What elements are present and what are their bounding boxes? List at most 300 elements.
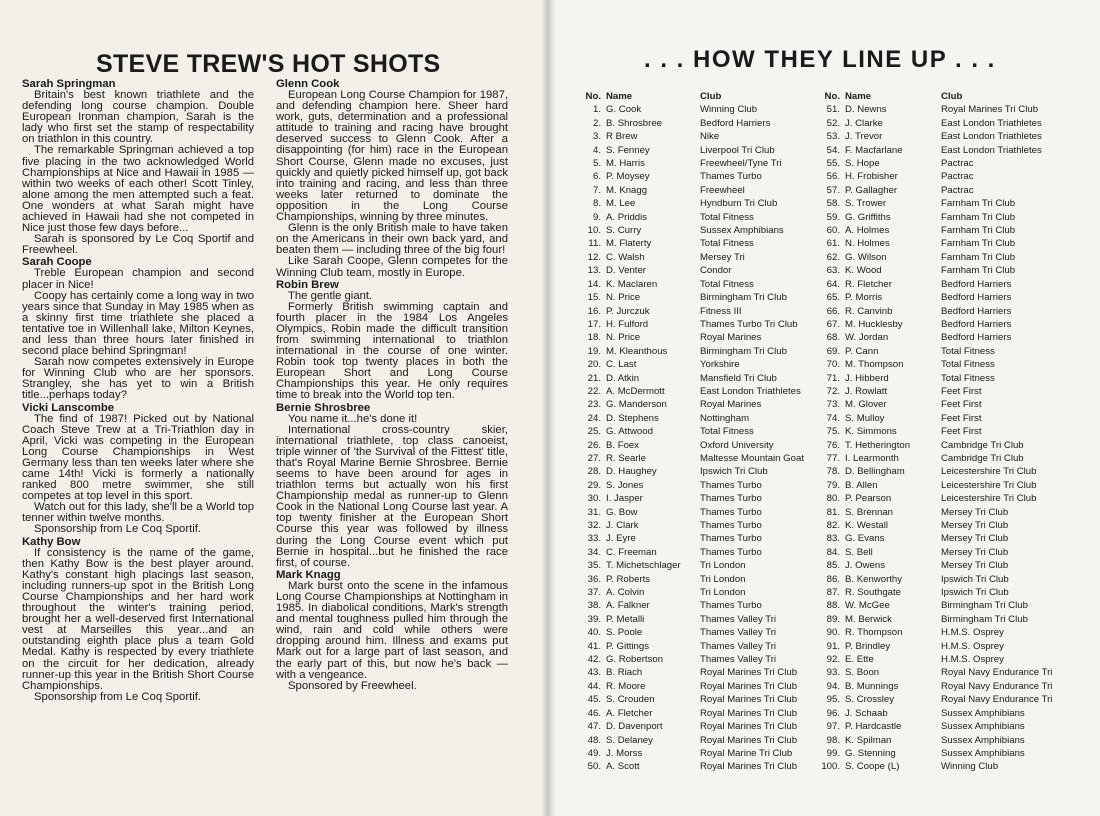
entry-club: Royal Marine Tri Club: [700, 747, 793, 759]
entry-name: R. Searle: [606, 452, 646, 464]
lineup-row: [579, 398, 818, 411]
entry-name: P. Gallagher: [845, 184, 898, 196]
entry-number: 26.: [587, 439, 601, 451]
lineup-row: [579, 465, 818, 478]
athlete-profile-paragraph: Sponsored by Freewheel.: [288, 679, 417, 692]
entry-club: Bedford Harriers: [941, 318, 1012, 330]
entry-name: S. Jones: [606, 479, 644, 491]
entry-club: Birmingham Tri Club: [941, 600, 1028, 612]
entry-number: 96.: [826, 707, 840, 719]
entry-number: 52.: [826, 117, 840, 129]
entry-number: 25.: [587, 426, 601, 438]
athlete-profile-paragraph: You name it...he's done it!: [288, 412, 418, 425]
entry-club: Thames Turbo: [700, 479, 762, 491]
lineup-row: [579, 680, 818, 693]
entry-club: Bedford Harriers: [941, 305, 1012, 317]
entry-name: A. Priddis: [606, 211, 648, 223]
entry-club: Nottingham: [700, 412, 750, 424]
entry-number: 53.: [826, 131, 840, 143]
entry-name: I. Learmonth: [845, 452, 899, 464]
athlete-profile-paragraph: If consistency is the name of the game, then Kathy Bow is the best player around. Kathy's constant high placings last season, including runners-up spot in the British Long Course Championships and her hard work throughout the winter's training period, brought her a well-deserved first International vest at Marseilles this year...and an outstanding eighth place plus a team Gold Medal. Kathy is respected by every triathlete on the circuit for her dedication, already runner-up this year in the British Short Course Championships.: [22, 546, 254, 692]
entry-name: A. Colvin: [606, 587, 645, 599]
lineup-row: [579, 103, 818, 116]
entry-name: H. Fulford: [606, 318, 649, 330]
entry-number: 81.: [826, 506, 840, 518]
lineup-row: [818, 760, 1063, 773]
entry-number: 12.: [587, 251, 601, 263]
lineup-row: [579, 117, 818, 130]
entry-club: Feet First: [941, 399, 982, 411]
entry-number: 79.: [826, 479, 840, 491]
lineup-row: [818, 130, 1063, 143]
entry-number: 70.: [826, 359, 840, 371]
entry-number: 62.: [826, 251, 840, 263]
entry-club: Total Fitness: [700, 238, 754, 250]
lineup-row: [818, 237, 1063, 250]
entry-club: Royal Marines Tri Club: [700, 761, 798, 773]
lineup-row: [579, 599, 818, 612]
entry-name: T. Hetherington: [845, 439, 911, 451]
entry-name: S. Coope (L): [845, 761, 900, 773]
entry-name: P. Gittings: [606, 640, 650, 652]
entry-number: 89.: [826, 613, 840, 625]
entry-name: T. Michetschlager: [606, 560, 681, 572]
entry-name: R Brew: [606, 131, 638, 143]
entry-number: 59.: [826, 211, 840, 223]
entry-number: 74.: [826, 412, 840, 424]
header-name: Name: [606, 91, 633, 102]
entry-name: D. Venter: [606, 265, 646, 277]
entry-club: Bedford Harriers: [700, 117, 771, 129]
entry-club: Mersey Tri: [700, 251, 745, 263]
athlete-profile-paragraph: Formerly British swimming captain and fourth placer in the 1984 Los Angeles Olympics, Robin made the difficult transition from swimming international to triathlon international in the course of one winter. Robin took top twenty places in both the European Short and Long Course Championships this year. He only requires time to break into the World top ten.: [276, 300, 508, 402]
header-no: No.: [824, 91, 840, 102]
entry-name: S. Mulloy: [845, 412, 885, 424]
entry-name: K. Wood: [845, 265, 882, 277]
entry-club: Mansfield Tri Club: [700, 372, 777, 384]
entry-club: Sussex Amphibians: [941, 721, 1025, 733]
entry-number: 73.: [826, 399, 840, 411]
lineup-row: [818, 157, 1063, 170]
entry-number: 93.: [826, 667, 840, 679]
entry-number: 13.: [587, 265, 601, 277]
entry-name: F. Macfarlane: [845, 144, 903, 156]
lineup-row: [579, 264, 818, 277]
lineup-row: [818, 720, 1063, 733]
lineup-row: [818, 318, 1063, 331]
entry-number: 9.: [592, 211, 601, 223]
entry-club: Total Fitness: [700, 211, 754, 223]
entry-club: East London Triathletes: [700, 385, 801, 397]
entry-number: 87.: [826, 587, 840, 599]
entry-club: H.M.S. Osprey: [941, 627, 1004, 639]
athlete-profile-paragraph: Treble European champion and second placer in Nice!: [22, 267, 254, 291]
entry-club: Royal Navy Endurance Tri: [941, 694, 1053, 706]
entry-club: East London Triathletes: [941, 144, 1042, 156]
entry-club: Royal Marines Tri Club: [700, 667, 798, 679]
entry-number: 3.: [592, 131, 601, 143]
entry-name: A. Holmes: [845, 225, 890, 237]
athlete-profile-paragraph: Watch out for this lady, she'll be a World top tenner within twelve months.: [22, 501, 254, 525]
entry-number: 6.: [592, 171, 601, 183]
entry-number: 41.: [587, 640, 601, 652]
entry-number: 7.: [592, 184, 601, 196]
lineup-row: [818, 586, 1063, 599]
entry-number: 8.: [592, 198, 601, 210]
entry-name: P. Brindley: [845, 640, 891, 652]
entry-number: 47.: [587, 721, 601, 733]
lineup-row: [579, 653, 818, 666]
lineup-row: [579, 479, 818, 492]
page-gutter: [541, 0, 555, 816]
entry-name: A. Scott: [606, 761, 640, 773]
lineup-row: [579, 211, 818, 224]
lineup-row: [579, 331, 818, 344]
entry-number: 48.: [587, 734, 601, 746]
lineup-row: [818, 372, 1063, 385]
lineup-row: [579, 385, 818, 398]
entry-number: 40.: [587, 627, 601, 639]
entry-name: J. Trevor: [845, 131, 883, 143]
entry-number: 17.: [587, 318, 601, 330]
entry-name: R. Southgate: [845, 587, 902, 599]
entry-club: Bedford Harriers: [941, 278, 1012, 290]
entry-name: G. Wilson: [845, 251, 887, 263]
athlete-profile-paragraph: Like Sarah Coope, Glenn competes for the Winning Club team, mostly in Europe.: [276, 255, 508, 279]
lineup-row: [818, 358, 1063, 371]
entry-number: 1.: [592, 104, 601, 116]
lineup-row: [818, 170, 1063, 183]
entry-number: 68.: [826, 332, 840, 344]
lineup-row: [818, 117, 1063, 130]
lineup-table-1-50: [579, 90, 818, 774]
athlete-name-heading: Sarah Springman: [22, 78, 116, 90]
lineup-header-row: [579, 90, 818, 103]
entry-number: 55.: [826, 158, 840, 170]
entry-name: D. Haughey: [606, 466, 657, 478]
entry-name: K. Westall: [845, 520, 889, 531]
athlete-profile-paragraph: Sarah is sponsored by Le Coq Sportif and Freewheel.: [22, 233, 254, 257]
entry-number: 76.: [826, 439, 840, 451]
lineup-row: [818, 264, 1063, 277]
entry-number: 69.: [826, 345, 840, 357]
entry-number: 37.: [587, 587, 601, 599]
entry-number: 84.: [826, 546, 840, 558]
entry-name: C. Freeman: [606, 546, 657, 558]
entry-club: Farnham Tri Club: [941, 251, 1016, 263]
entry-number: 88.: [826, 600, 840, 612]
lineup-row: [818, 626, 1063, 639]
lineup-row: [579, 197, 818, 210]
hot-shots-title: STEVE TREW'S HOT SHOTS: [96, 50, 441, 78]
entry-club: Sussex Amphibians: [941, 707, 1025, 719]
entry-club: Winning Club: [700, 104, 758, 116]
entry-club: Thames Turbo: [700, 171, 762, 183]
entry-name: J. Morss: [606, 747, 643, 759]
entry-number: 57.: [826, 184, 840, 196]
entry-club: Thames Turbo: [700, 546, 762, 558]
entry-name: K. Spilman: [845, 734, 892, 746]
lineup-row: [579, 130, 818, 143]
lineup-row: [579, 345, 818, 358]
entry-name: S. Fenney: [606, 144, 650, 156]
lineup-row: [579, 532, 818, 545]
lineup-row: [818, 599, 1063, 612]
entry-club: Condor: [700, 265, 732, 277]
entry-number: 56.: [826, 171, 840, 183]
entry-name: J. Eyre: [606, 533, 636, 545]
entry-name: G. Evans: [845, 533, 885, 545]
entry-club: Thames Turbo: [700, 506, 762, 518]
entry-name: S. Trower: [845, 198, 887, 210]
athlete-profile-paragraph: The find of 1987! Picked out by National Coach Steve Trew at a Tri-Triathlon day in April, Vicki was competing in the European Long Course Championships in West Germany less than ten weeks later where she came 14th! Vicki is formerly a nationally ranked 800 metre swimmer, she still competes at top level in this sport.: [22, 412, 254, 503]
entry-club: Tri London: [700, 573, 746, 585]
athlete-profile-paragraph: European Long Course Champion for 1987, and defending champion here. Sheer hard work, guts, determination and a professional attitude to training and racing have brought deserved success to Glenn Cook. After a disappointing (for him) race in the European Short Course, Glenn made no excuses, just quickly and quietly picked himself up, got back into training and racing, and less than three weeks later returned to dominate the opposition in the Long Course Championships, winning by three minutes.: [276, 89, 508, 224]
entry-number: 49.: [587, 747, 601, 759]
entry-number: 65.: [826, 292, 840, 304]
profiles-column-2: [276, 78, 508, 692]
entry-name: C. Last: [606, 359, 637, 371]
profiles-column-1: [22, 78, 254, 703]
entry-name: D. Davenport: [606, 721, 663, 733]
entry-name: M. Harris: [606, 158, 645, 170]
entry-number: 50.: [587, 761, 601, 773]
lineup-row: [818, 666, 1063, 679]
entry-club: Thames Turbo: [700, 493, 762, 505]
entry-club: Royal Marines Tri Club: [700, 734, 798, 746]
entry-club: Total Fitness: [941, 345, 995, 357]
entry-name: I. Jasper: [606, 493, 643, 505]
entry-number: 91.: [826, 640, 840, 652]
entry-club: Leicestershire Tri Club: [941, 466, 1037, 478]
lineup-row: [818, 747, 1063, 760]
lineup-row: [579, 707, 818, 720]
entry-name: K. Maclaren: [606, 278, 658, 290]
entry-club: Thames Turbo: [700, 520, 762, 531]
lineup-row: [818, 653, 1063, 666]
lineup-row: [818, 519, 1063, 532]
entry-name: S. Crossley: [845, 694, 895, 706]
entry-name: R. Fletcher: [845, 278, 892, 290]
entry-club: Feet First: [941, 385, 982, 397]
lineup-row: [579, 224, 818, 237]
lineup-row: [818, 305, 1063, 318]
entry-club: Tri London: [700, 560, 746, 572]
entry-club: Royal Navy Endurance Tri: [941, 667, 1053, 679]
lineup-row: [579, 170, 818, 183]
lineup-row: [818, 425, 1063, 438]
entry-name: P. Hardcastle: [845, 721, 902, 733]
lineup-row: [818, 439, 1063, 452]
lineup-row: [818, 291, 1063, 304]
entry-club: Total Fitness: [700, 426, 754, 438]
entry-name: G. Cook: [606, 104, 642, 116]
entry-number: 20.: [587, 359, 601, 371]
lineup-row: [818, 224, 1063, 237]
lineup-row: [818, 211, 1063, 224]
lineup-row: [818, 345, 1063, 358]
entry-number: 32.: [587, 520, 601, 531]
entry-club: Leicestershire Tri Club: [941, 479, 1037, 491]
entry-number: 86.: [826, 573, 840, 585]
entry-club: Birmingham Tri Club: [941, 613, 1028, 625]
entry-club: Liverpool Tri Club: [700, 144, 775, 156]
lineup-row: [579, 573, 818, 586]
entry-number: 63.: [826, 265, 840, 277]
entry-club: Mersey Tri Club: [941, 533, 1009, 545]
entry-club: Nike: [700, 131, 720, 143]
athlete-profile-paragraph: Coopy has certainly come a long way in two years since that Sunday in May 1985 when as a skinny first time triathlete she placed a tentative toe in Willenhall lake, Milton Keynes, and less than three hours later finished in second place behind Springman!: [22, 289, 254, 358]
entry-number: 38.: [587, 600, 601, 612]
entry-club: Thames Valley Tri: [700, 613, 777, 625]
entry-name: J. Clark: [606, 520, 639, 531]
entry-name: J. Owens: [845, 560, 885, 572]
entry-club: Feet First: [941, 426, 982, 438]
lineup-row: [579, 734, 818, 747]
entry-club: Royal Marines: [700, 399, 762, 411]
athlete-profile-paragraph: The remarkable Springman achieved a top five placing in the two acknowledged World Championships at Nice and Hawaii in 1985 — within two weeks of each other! Scott Tinley, alone among the men attempted such a feat. One wonders at what Sarah might have achieved in Hawaii had she not competed in Nice just those few days before...: [22, 144, 254, 235]
entry-number: 23.: [587, 399, 601, 411]
entry-name: J. Schaab: [845, 707, 888, 719]
entry-name: M. Hucklesby: [845, 318, 903, 330]
entry-number: 46.: [587, 707, 601, 719]
entry-name: P. Cann: [845, 345, 879, 357]
entry-name: A. Falkner: [606, 600, 650, 612]
entry-club: Thames Valley Tri: [700, 627, 777, 639]
entry-number: 60.: [826, 225, 840, 237]
athlete-profile-paragraph: Sponsorship from Le Coq Sportif.: [34, 690, 202, 703]
lineup-row: [818, 465, 1063, 478]
entry-club: Bedford Harriers: [941, 332, 1012, 344]
entry-number: 51.: [826, 104, 840, 116]
lineup-row: [579, 626, 818, 639]
entry-number: 72.: [826, 385, 840, 397]
lineup-row: [579, 693, 818, 706]
athlete-name-heading: Mark Knagg: [276, 568, 341, 581]
entry-number: 45.: [587, 694, 601, 706]
entry-name: K. Simmons: [845, 426, 897, 438]
entry-name: S. Hope: [845, 158, 880, 170]
lineup-row: [818, 103, 1063, 116]
entry-name: D. Atkin: [606, 372, 640, 384]
entry-club: Ipswich Tri Club: [941, 587, 1009, 599]
entry-club: Mersey Tri Club: [941, 546, 1009, 558]
entry-club: Farnham Tri Club: [941, 265, 1016, 277]
lineup-table-51-100: [818, 90, 1063, 774]
entry-number: 36.: [587, 573, 601, 585]
entry-number: 14.: [587, 278, 601, 290]
entry-name: P. Pearson: [845, 493, 892, 505]
entry-club: Thames Turbo: [700, 533, 762, 545]
header-club: Club: [700, 91, 722, 102]
lineup-row: [579, 546, 818, 559]
entry-name: B. Kenworthy: [845, 573, 903, 585]
athlete-profile-paragraph: Glenn is the only British male to have taken on the Americans in their own back yard, and beaten them — including three of the big four!: [276, 222, 508, 257]
entry-number: 71.: [826, 372, 840, 384]
athlete-profile-paragraph: Britain's best known triathlete and the defending long course champion. Double European Ironman champion, Sarah is the lady who first set the stamp of respectability on triathlon in this country.: [22, 89, 254, 146]
lineup-row: [579, 666, 818, 679]
entry-number: 30.: [587, 493, 601, 505]
entry-club: Royal Marines Tri Club: [941, 104, 1039, 116]
entry-club: H.M.S. Osprey: [941, 640, 1004, 652]
header-no: No.: [585, 91, 601, 102]
entry-name: S. Curry: [606, 225, 642, 237]
entry-club: Mersey Tri Club: [941, 520, 1009, 531]
athlete-profile-paragraph: The gentle giant.: [288, 289, 373, 302]
entry-number: 16.: [587, 305, 601, 317]
entry-name: G. Stenning: [845, 747, 896, 759]
entry-club: Royal Marines Tri Club: [700, 680, 798, 692]
entry-number: 83.: [826, 533, 840, 545]
entry-club: Birmingham Tri Club: [700, 345, 787, 357]
athlete-profile-paragraph: Sponsorship from Le Coq Sportif.: [34, 523, 202, 536]
entry-name: J. Hibberd: [845, 372, 889, 384]
lineup-row: [579, 372, 818, 385]
entry-name: A. Fletcher: [606, 707, 653, 719]
entry-number: 66.: [826, 305, 840, 317]
entry-number: 78.: [826, 466, 840, 478]
athlete-name-heading: Bernie Shrosbree: [276, 401, 371, 414]
entry-number: 43.: [587, 667, 601, 679]
lineup-row: [818, 640, 1063, 653]
entry-number: 58.: [826, 198, 840, 210]
entry-number: 82.: [826, 520, 840, 531]
entry-name: C. Walsh: [606, 251, 645, 263]
lineup-row: [579, 720, 818, 733]
lineup-row: [818, 707, 1063, 720]
entry-club: Farnham Tri Club: [941, 211, 1016, 223]
lineup-row: [579, 519, 818, 532]
lineup-row: [818, 613, 1063, 626]
entry-name: G. Bow: [606, 506, 638, 518]
athlete-profile-paragraph: International cross-country skier, international triathlete, top class canoeist, triple winner of 'the Survival of the Fittest' title, that's Royal Marine Bernie Shrosbree. Bernie seems to have been around for ages in triathlon terms but actually won his first Championship medal as runner-up to Glenn Cook in the National Long Course last year. A top twenty finisher at the European Short Course this year was followed by illness during the Long Course event which put Bernie in hospital...but he finished the race first, of course.: [276, 423, 508, 569]
lineup-row: [579, 184, 818, 197]
athlete-name-heading: Glenn Cook: [276, 78, 340, 90]
entry-name: M. Lee: [606, 198, 636, 210]
lineup-row: [579, 358, 818, 371]
entry-number: 4.: [592, 144, 601, 156]
entry-name: E. Ette: [845, 654, 874, 666]
entry-name: D. Newns: [845, 104, 887, 116]
entry-club: Farnham Tri Club: [941, 198, 1016, 210]
entry-name: M. Flaterty: [606, 238, 652, 250]
entry-club: Hyndburn Tri Club: [700, 198, 778, 210]
entry-name: M. Thompson: [845, 359, 904, 371]
entry-number: 85.: [826, 560, 840, 572]
entry-name: M. Knagg: [606, 184, 648, 196]
lineup-row: [579, 492, 818, 505]
entry-club: Pactrac: [941, 184, 974, 196]
lineup-row: [579, 305, 818, 318]
lineup-header-row: [818, 90, 1063, 103]
lineup-row: [579, 318, 818, 331]
entry-name: P. Jurczuk: [606, 305, 650, 317]
entry-number: 33.: [587, 533, 601, 545]
entry-club: Fitness III: [700, 305, 742, 317]
entry-number: 34.: [587, 546, 601, 558]
lineup-row: [579, 439, 818, 452]
entry-number: 95.: [826, 694, 840, 706]
entry-club: Freewheel: [700, 184, 745, 196]
lineup-row: [579, 291, 818, 304]
lineup-row: [579, 144, 818, 157]
entry-club: Feet First: [941, 412, 982, 424]
entry-club: Freewheel/Tyne Tri: [700, 158, 782, 170]
entry-number: 98.: [826, 734, 840, 746]
header-name: Name: [845, 91, 872, 102]
entry-club: Total Fitness: [941, 359, 995, 371]
entry-number: 22.: [587, 385, 601, 397]
